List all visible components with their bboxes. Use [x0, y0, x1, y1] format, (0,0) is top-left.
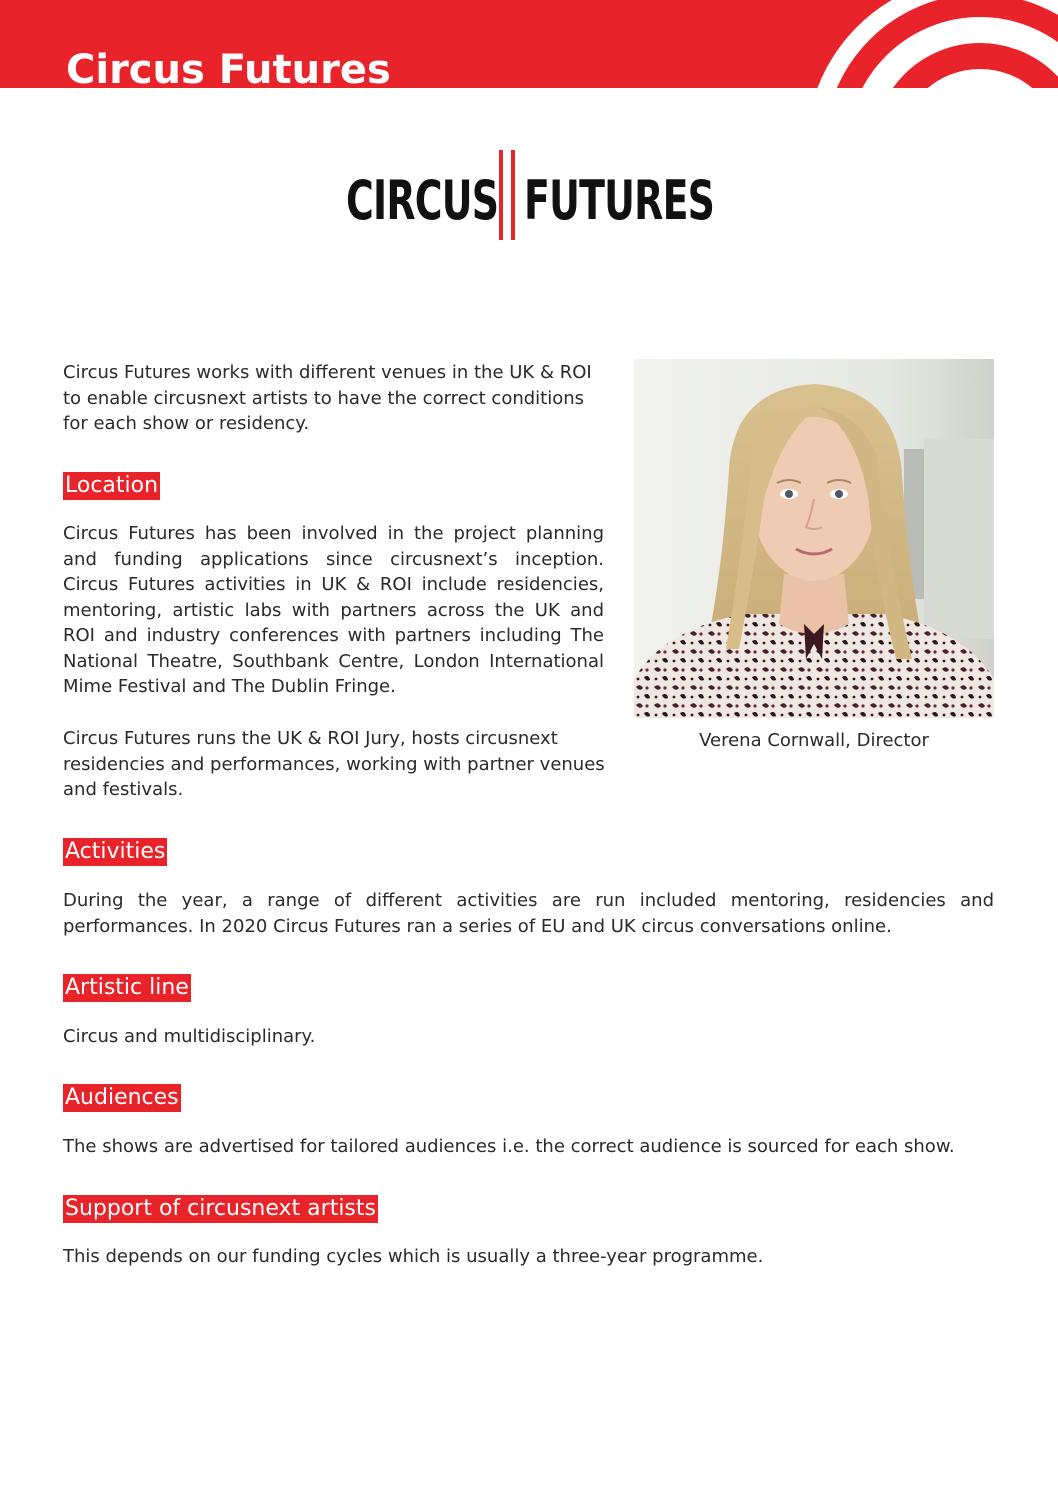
- logo-divider-bar: [511, 150, 515, 240]
- activities-paragraph: During the year, a range of different activities are run included mentoring, residencies and performances. In 2020 Circus Futures ran a series of EU and UK circus conversations online.: [63, 890, 994, 937]
- location-heading: Location: [65, 473, 159, 498]
- logo-left-word: CIRCUS: [346, 169, 499, 232]
- portrait-image: [634, 359, 994, 718]
- artistic-line-heading: Artistic line: [65, 975, 189, 1000]
- decorative-arcs: [718, 0, 1058, 88]
- activities-heading: Activities: [65, 839, 166, 864]
- photo-caption: Verena Cornwall, Director: [699, 730, 929, 751]
- artistic-line-paragraph: Circus and multidisciplinary.: [63, 1026, 316, 1047]
- circus-futures-logo: [346, 150, 715, 242]
- intro-paragraph: Circus Futures works with different venues in the UK & ROI to enable circusnext artists to have the correct conditions for each show or residency.: [63, 362, 592, 434]
- location-paragraph-1: Circus Futures has been involved in the project planning and funding applications since circusnext’s inception. Circus Futures activities in UK & ROI include residencies, mentoring, artistic labs with partners across the UK and ROI and industry conferences with partners including The National Theatre, Southbank Centre, London International Mime Festival and The Dublin Fringe.: [63, 523, 604, 697]
- director-photo: [634, 359, 994, 718]
- page-title: Circus Futures: [66, 47, 391, 88]
- support-paragraph: This depends on our funding cycles which is usually a three-year programme.: [63, 1246, 764, 1267]
- logo-divider-bar: [499, 150, 503, 240]
- support-heading: Support of circusnext artists: [65, 1196, 376, 1221]
- location-paragraph-2: Circus Futures runs the UK & ROI Jury, hosts circusnext residencies and performances, working with partner venues and festivals.: [63, 728, 605, 800]
- logo-right-word: FUTURES: [524, 169, 715, 232]
- audiences-heading: Audiences: [65, 1085, 179, 1110]
- header-band: [0, 0, 1058, 88]
- audiences-paragraph: The shows are advertised for tailored audiences i.e. the correct audience is sourced for each show.: [63, 1136, 955, 1157]
